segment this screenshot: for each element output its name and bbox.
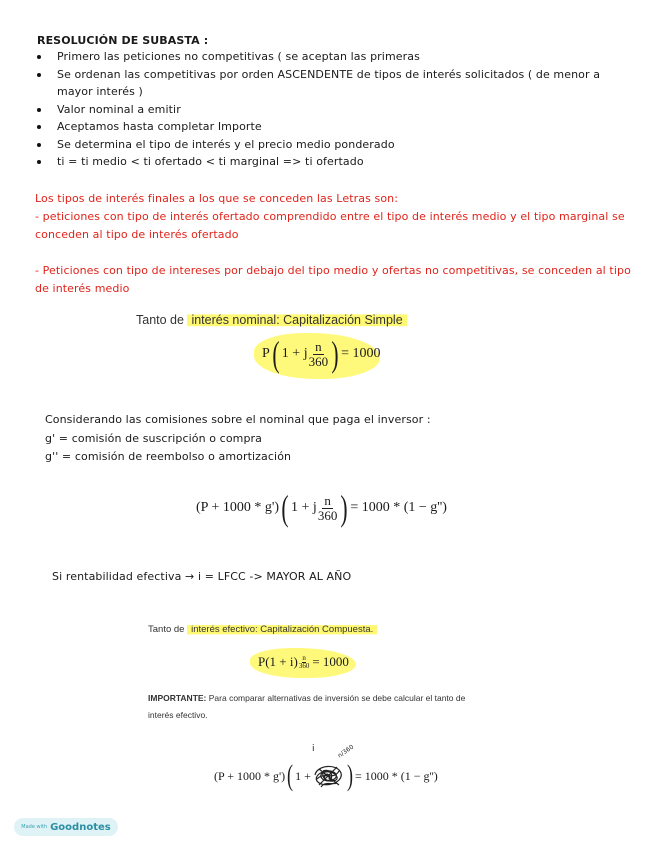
compound-formula bbox=[258, 654, 349, 670]
simple-heading-prefix: Tanto de bbox=[136, 313, 188, 327]
exponent-numerator: n bbox=[302, 653, 306, 662]
list-item: Se determina el tipo de interés y el precio medio ponderado bbox=[35, 136, 625, 154]
formula-result: = 1000 bbox=[341, 346, 381, 361]
scribble-icon bbox=[311, 761, 345, 791]
left-paren: ( bbox=[272, 334, 280, 374]
formula-term: 1 + j bbox=[291, 500, 317, 515]
commission-formula bbox=[196, 490, 447, 526]
bullet-list bbox=[35, 48, 625, 171]
left-paren: ( bbox=[287, 759, 294, 792]
formula-result: = 1000 bbox=[312, 654, 349, 669]
importante-label: IMPORTANTE: bbox=[148, 693, 207, 703]
fraction-numerator: n bbox=[324, 492, 331, 508]
compuesta-heading-highlight: interés efectivo: Capitalización Compuesta. bbox=[187, 624, 377, 635]
list-item: Valor nominal a emitir bbox=[35, 101, 625, 119]
annotation-n: n/360 bbox=[336, 743, 356, 760]
exponent-fraction bbox=[299, 655, 310, 670]
right-paren: ) bbox=[331, 334, 339, 374]
simple-heading bbox=[136, 313, 407, 327]
formula-result: = 1000 * (1 − g'') bbox=[350, 500, 447, 515]
red-point-1: - peticiones con tipo de interés ofertado comprendido entre el tipo de interés medio y el tipo marginal se conceden al tipo de interés ofertado bbox=[35, 210, 625, 241]
goodnotes-badge bbox=[14, 818, 118, 836]
importante-text: Para comparar alternativas de inversión se debe calcular el tanto de interés efectivo. bbox=[148, 693, 466, 720]
section-title: RESOLUCIÓN DE SUBASTA : bbox=[37, 34, 209, 47]
formula-result: = 1000 * (1 − g'') bbox=[354, 768, 438, 783]
right-paren: ) bbox=[346, 759, 353, 792]
badge-made-with: Made with bbox=[21, 824, 48, 830]
red-intro: Los tipos de interés finales a los que se conceden las Letras son: bbox=[35, 192, 399, 205]
annotation-i: i bbox=[312, 744, 315, 754]
rentabilidad-note: Si rentabilidad efectiva → i = LFCC -> MAYOR AL AÑO bbox=[52, 570, 352, 583]
fraction-denominator: 360 bbox=[317, 507, 338, 523]
scribble-mark bbox=[311, 761, 345, 791]
fraction-denominator: 360 bbox=[308, 353, 329, 369]
comisiones-intro: Considerando las comisiones sobre el nominal que paga el inversor : bbox=[45, 413, 431, 426]
importante-note bbox=[148, 690, 478, 724]
comision-g1: g' = comisión de suscripción o compra bbox=[45, 432, 263, 445]
simple-heading-highlight: interés nominal: Capitalización Simple bbox=[187, 313, 406, 327]
list-item: Aceptamos hasta completar Importe bbox=[35, 118, 625, 136]
formula-fraction bbox=[309, 340, 329, 369]
badge-brand: Goodnotes bbox=[50, 821, 111, 833]
formula-var: P bbox=[262, 346, 270, 361]
exponent-denominator: 360 bbox=[298, 661, 310, 670]
left-paren: ( bbox=[281, 488, 289, 528]
right-paren: ) bbox=[340, 488, 348, 528]
formula-left: (P + 1000 * g') bbox=[214, 768, 286, 783]
formula-base: P(1 + i) bbox=[258, 654, 298, 669]
list-item: Se ordenan las competitivas por orden ASCENDENTE de tipos de interés solicitados ( de menor a mayor interés ) bbox=[35, 66, 625, 101]
formula-term: 1 + bbox=[295, 768, 311, 783]
compuesta-heading-prefix: Tanto de bbox=[148, 624, 188, 635]
scribble-formula bbox=[214, 758, 438, 794]
compuesta-heading bbox=[148, 624, 377, 635]
list-item: Primero las peticiones no competitivas ( se aceptan las primeras bbox=[35, 48, 625, 66]
formula-left: (P + 1000 * g') bbox=[196, 500, 280, 515]
formula-term: 1 + j bbox=[281, 346, 308, 361]
formula-fraction bbox=[318, 494, 338, 523]
list-item: ti = ti medio < ti ofertado < ti marginal => ti ofertado bbox=[35, 153, 625, 171]
simple-formula bbox=[262, 336, 381, 372]
comision-g2: g'' = comisión de reembolso o amortización bbox=[45, 450, 292, 463]
red-point-2: - Peticiones con tipo de intereses por debajo del tipo medio y ofertas no competitivas, se conceden al tipo de interés medio bbox=[35, 264, 631, 295]
fraction-numerator: n bbox=[315, 338, 322, 354]
